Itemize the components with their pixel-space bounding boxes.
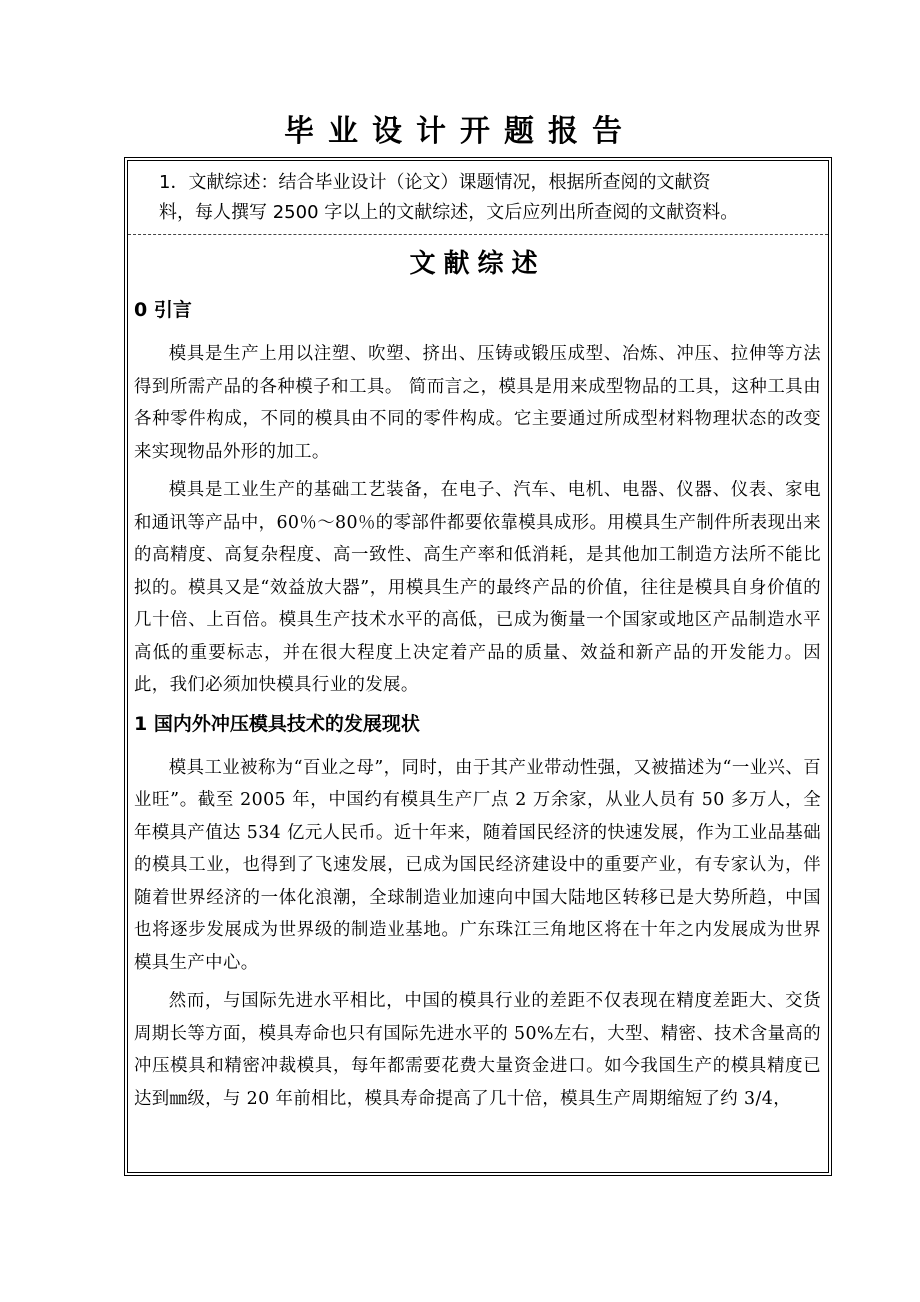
- document-title: 毕业设计开题报告: [284, 114, 636, 149]
- instruction-cell: [125, 158, 831, 234]
- instruction-line-2: 料，每人撰写 2500 字以上的文献综述，文后应列出所查阅的文献资料。: [159, 202, 739, 223]
- review-title: 文献综述: [409, 249, 546, 279]
- report-table: [124, 157, 832, 1176]
- paragraph: 模具是生产上用以注塑、吹塑、挤出、压铸或锻压成型、冶炼、冲压、拉伸等方法得到所需产品的各种模子和工具。 简而言之，模具是用来成型物品的工具，这种工具由各种零件构成，不同的模具由不同的零件构成。它主要通过所成型材料物理状态的改变来实现物品外形的加工。: [134, 344, 821, 462]
- paragraph: 然而，与国际先进水平相比，中国的模具行业的差距不仅表现在精度差距大、交货周期长等方面，模具寿命也只有国际先进水平的 50%左右，大型、精密、技术含量高的冲压模具和精密冲裁模具，每年都需要花费大量资金进口。如今我国生产的模具精度已达到㎜级，与 20 年前相比，模具寿命提高了几十倍，模具生产周期缩短了约 3/4，: [134, 991, 821, 1109]
- section-heading-intro: 0 引言: [134, 299, 192, 321]
- review-content: [125, 240, 831, 1121]
- section-heading-status: 1 国内外冲压模具技术的发展现状: [134, 712, 420, 735]
- instruction-line-1: 1．文献综述：结合毕业设计（论文）课题情况，根据所查阅的文献资: [159, 172, 711, 193]
- paragraph: 模具是工业生产的基础工艺装备，在电子、汽车、电机、电器、仪器、仪表、家电和通讯等产品中，60％～80％的零部件都要依靠模具成形。用模具生产制件所表现出来的高精度、高复杂程度、高一致性、高生产率和低消耗，是其他加工制造方法所不能比拟的。模具又是“效益放大器”，用模具生产的最终产品的价值，往往是模具自身价值的几十倍、上百倍。模具生产技术水平的高低，已成为衡量一个国家或地区产品制造水平高低的重要标志，并在很大程度上决定着产品的质量、效益和新产品的开发能力。因此，我们必须加快模具行业的发展。: [134, 480, 821, 695]
- cell-divider: [128, 234, 828, 235]
- paragraph: 模具工业被称为“百业之母”，同时，由于其产业带动性强，又被描述为“一业兴、百业旺”。截至 2005 年，中国约有模具生产厂点 2 万余家，从业人员有 50 多万人，全年模具产值达 534 亿元人民币。近十年来，随着国民经济的快速发展，作为工业品基础的模具工业，也得到了飞速发展，已成为国民经济建设中的重要产业，有专家认为，伴随着世界经济的一体化浪潮，全球制造业加速向中国大陆地区转移已是大势所趋，中国也将逐步发展成为世界级的制造业基地。广东珠江三角地区将在十年之内发展成为世界模具生产中心。: [134, 757, 821, 973]
